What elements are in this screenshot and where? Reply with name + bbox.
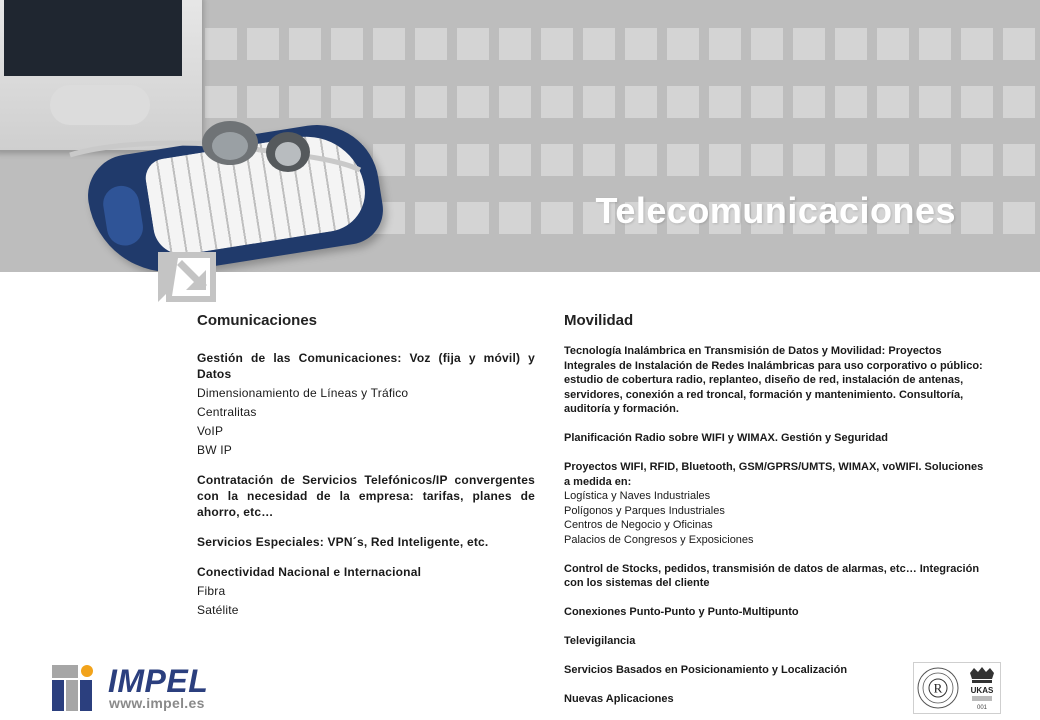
movilidad-item: Planificación Radio sobre WIFI y WIMAX. Gestión y Seguridad (564, 432, 888, 444)
banner-square (961, 144, 993, 176)
banner-square (877, 144, 909, 176)
banner-square (625, 144, 657, 176)
svg-text:R: R (933, 680, 943, 696)
movilidad-item: Polígonos y Parques Industriales (564, 504, 725, 517)
certification-badges (913, 662, 1001, 714)
banner-square (457, 202, 489, 234)
comunicaciones-heading: Comunicaciones (197, 312, 318, 329)
banner-square (709, 28, 741, 60)
banner-square (373, 28, 405, 60)
comunicaciones-item: Centralitas (197, 405, 257, 419)
movilidad-section (564, 312, 984, 707)
comunicaciones-item: Servicios Especiales: VPN´s, Red Inteligente, etc. (197, 535, 489, 549)
banner-square (247, 28, 279, 60)
banner-square (793, 144, 825, 176)
banner-square (289, 28, 321, 60)
banner-square (541, 86, 573, 118)
impel-logo (52, 665, 222, 713)
logo-wordmark: IMPEL (108, 663, 209, 699)
movilidad-item: Televigilancia (564, 635, 636, 647)
banner-square (331, 28, 363, 60)
banner-square (751, 144, 783, 176)
banner-square (415, 144, 447, 176)
banner-square (835, 28, 867, 60)
banner-square (835, 86, 867, 118)
banner-square (457, 86, 489, 118)
banner-square (667, 86, 699, 118)
banner-square (625, 86, 657, 118)
ukas-crown-icon (970, 667, 994, 711)
movilidad-list (564, 344, 984, 707)
banner-square (877, 28, 909, 60)
movilidad-item: Logística y Naves Industriales (564, 490, 711, 502)
movilidad-item: Control de Stocks, pedidos, transmisión de datos de alarmas, etc… Integración con los sistemas del cliente (564, 562, 980, 589)
comunicaciones-item: Satélite (197, 603, 239, 617)
movilidad-heading: Movilidad (564, 312, 634, 329)
comunicaciones-item: Gestión de las Comunicaciones: Voz (fija y móvil) y Datos (197, 351, 535, 381)
banner-square (583, 144, 615, 176)
banner-square (709, 144, 741, 176)
comunicaciones-item: Contratación de Servicios Telefónicos/IP convergentes con la necesidad de la empresa: tarifas, planes de ahorro, etc… (197, 473, 535, 519)
banner-square (751, 28, 783, 60)
hero-banner (0, 0, 1040, 272)
banner-square (961, 202, 993, 234)
ukas-label: UKAS (970, 686, 994, 695)
movilidad-item: Tecnología Inalámbrica en Transmisión de Datos y Movilidad: Proyectos Integrales de Instalación de Redes Inalámbricas para uso corporativo o público: estudio de cobertura radio, replanteo, diseño de red, instalación de antenas, servidores, conexión a red troncal, formación y mantenimiento. Consultoría, auditoría y formación. (564, 345, 983, 415)
banner-square (373, 144, 405, 176)
comunicaciones-item: BW IP (197, 443, 233, 457)
banner-square (919, 86, 951, 118)
banner-square (1003, 202, 1035, 234)
impel-logo-mark (52, 665, 94, 711)
movilidad-item: Nuevas Aplicaciones (564, 693, 674, 705)
movilidad-item: Conexiones Punto-Punto y Punto-Multipunto (564, 606, 799, 618)
movilidad-item: Centros de Negocio y Oficinas (564, 519, 713, 531)
banner-square (499, 28, 531, 60)
comunicaciones-item: VoIP (197, 424, 224, 438)
banner-square (793, 86, 825, 118)
comunicaciones-item: Conectividad Nacional e Internacional (197, 565, 422, 579)
banner-square (415, 86, 447, 118)
banner-square (499, 144, 531, 176)
comunicaciones-list (197, 350, 535, 618)
headset-image (60, 110, 370, 190)
banner-square (583, 28, 615, 60)
iso-r-seal (918, 668, 958, 708)
banner-square (877, 86, 909, 118)
arrow-down-right-icon (158, 252, 218, 302)
banner-square (415, 28, 447, 60)
banner-square (499, 202, 531, 234)
banner-square (793, 28, 825, 60)
banner-square (709, 86, 741, 118)
banner-square (499, 86, 531, 118)
logo-url[interactable]: www.impel.es (109, 695, 205, 711)
movilidad-item: Proyectos WIFI, RFID, Bluetooth, GSM/GPRS/UMTS, WIMAX, voWIFI. Soluciones a medida en: (564, 461, 984, 488)
page-title: Telecomunicaciones (595, 190, 956, 231)
banner-square (373, 86, 405, 118)
banner-square (541, 28, 573, 60)
banner-square (457, 28, 489, 60)
banner-square (415, 202, 447, 234)
banner-square (667, 28, 699, 60)
banner-square (835, 144, 867, 176)
banner-square (1003, 144, 1035, 176)
movilidad-item: Palacios de Congresos y Exposiciones (564, 533, 754, 546)
banner-square (961, 86, 993, 118)
banner-square (541, 202, 573, 234)
banner-square (625, 28, 657, 60)
movilidad-item: Servicios Basados en Posicionamiento y Localización (564, 664, 848, 676)
banner-square (1003, 86, 1035, 118)
banner-square (541, 144, 573, 176)
banner-square (919, 144, 951, 176)
banner-square (583, 86, 615, 118)
banner-square (919, 28, 951, 60)
banner-square (457, 144, 489, 176)
banner-square (205, 28, 237, 60)
comunicaciones-item: Fibra (197, 584, 226, 598)
comunicaciones-item: Dimensionamiento de Líneas y Tráfico (197, 386, 409, 400)
banner-square (667, 144, 699, 176)
ukas-number: 001 (976, 705, 988, 711)
banner-square (751, 86, 783, 118)
banner-square (961, 28, 993, 60)
comunicaciones-section (197, 312, 535, 621)
banner-square (1003, 28, 1035, 60)
